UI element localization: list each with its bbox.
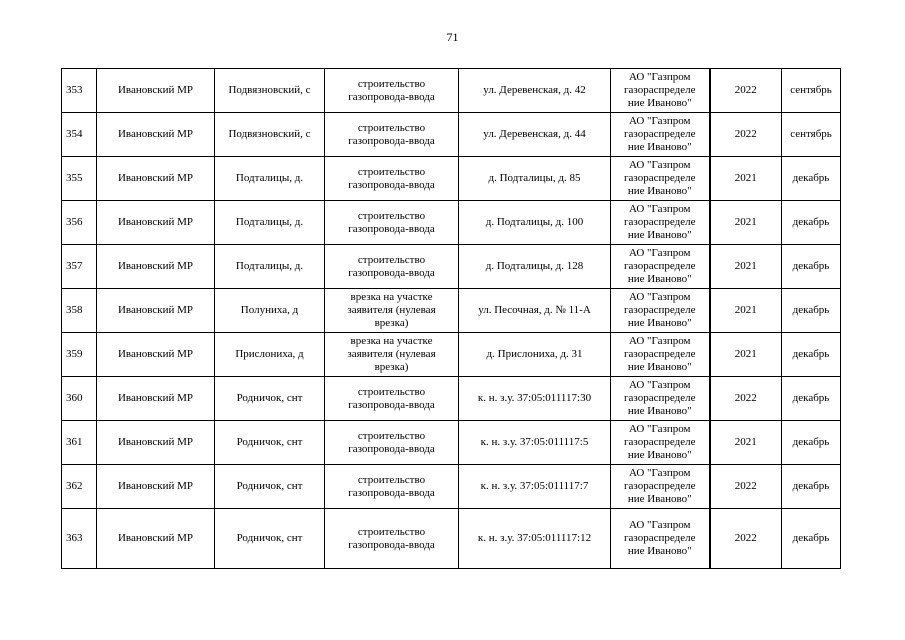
district-cell (97, 113, 215, 157)
year-cell (710, 377, 782, 421)
address-cell-text: к. н. з.у. 37:05:011117:12 (477, 532, 592, 544)
month-cell-text: декабрь (792, 436, 830, 448)
row-number-cell (62, 201, 97, 245)
month-cell-text: декабрь (792, 392, 830, 404)
locality-cell (215, 509, 325, 569)
district-cell-text: Ивановский МР (117, 84, 194, 96)
address-cell (459, 69, 611, 113)
year-cell-text: 2021 (734, 260, 757, 272)
work-type-cell (325, 465, 459, 509)
locality-cell (215, 113, 325, 157)
table-row (62, 421, 841, 465)
month-cell (782, 333, 841, 377)
month-cell-text: декабрь (792, 260, 830, 272)
work-type-cell-text: строительство газопровода-ввода (348, 121, 435, 147)
row-number-cell-text: 359 (66, 348, 83, 360)
work-type-cell-text: врезка на участке заявителя (нулевая врезка) (347, 291, 436, 329)
address-cell (459, 289, 611, 333)
district-cell-text: Ивановский МР (117, 436, 194, 448)
locality-cell (215, 289, 325, 333)
table-row (62, 377, 841, 421)
district-cell-text: Ивановский МР (117, 480, 194, 492)
district-cell-text: Ивановский МР (117, 260, 194, 272)
year-cell (710, 69, 782, 113)
locality-cell-text: Подталицы, д. (235, 172, 304, 184)
locality-cell-text: Родничок, снт (236, 436, 303, 448)
table-row (62, 113, 841, 157)
month-cell (782, 377, 841, 421)
row-number-cell-text: 361 (66, 436, 83, 448)
locality-cell-text: Прислониха, д (235, 348, 304, 360)
locality-cell-text: Родничок, снт (236, 480, 303, 492)
work-type-cell-text: строительство газопровода-ввода (348, 525, 435, 551)
month-cell-text: сентябрь (790, 128, 832, 140)
locality-cell (215, 201, 325, 245)
year-cell (710, 157, 782, 201)
address-cell-text: д. Прислониха, д. 31 (486, 348, 583, 360)
year-cell (710, 465, 782, 509)
district-cell (97, 465, 215, 509)
work-type-cell (325, 509, 459, 569)
address-cell (459, 113, 611, 157)
work-type-cell (325, 333, 459, 377)
year-cell-text: 2021 (734, 216, 757, 228)
district-cell (97, 289, 215, 333)
month-cell (782, 421, 841, 465)
work-type-cell-text: строительство газопровода-ввода (348, 165, 435, 191)
work-type-cell-text: строительство газопровода-ввода (348, 429, 435, 455)
work-type-cell (325, 377, 459, 421)
table-row (62, 465, 841, 509)
organization-cell-text: АО "Газпром газораспределе ние Иваново" (624, 335, 696, 373)
work-type-cell-text: врезка на участке заявителя (нулевая врезка) (347, 335, 436, 373)
address-cell (459, 509, 611, 569)
address-cell-text: д. Подталицы, д. 85 (488, 172, 581, 184)
district-cell-text: Ивановский МР (117, 172, 194, 184)
organization-cell-text: АО "Газпром газораспределе ние Иваново" (624, 379, 696, 417)
table-row (62, 509, 841, 569)
organization-cell (611, 69, 710, 113)
year-cell-text: 2021 (734, 172, 757, 184)
district-cell (97, 245, 215, 289)
row-number-cell (62, 289, 97, 333)
organization-cell-text: АО "Газпром газораспределе ние Иваново" (624, 203, 696, 241)
work-type-cell (325, 113, 459, 157)
month-cell-text: декабрь (792, 348, 830, 360)
month-cell-text: декабрь (792, 304, 830, 316)
row-number-cell-text: 363 (66, 532, 83, 544)
district-cell (97, 421, 215, 465)
address-cell (459, 201, 611, 245)
year-cell-text: 2021 (734, 436, 757, 448)
address-cell-text: ул. Деревенская, д. 42 (483, 84, 586, 96)
locality-cell-text: Подвязновский, с (228, 128, 311, 140)
row-number-cell-text: 357 (66, 260, 83, 272)
address-cell-text: ул. Деревенская, д. 44 (483, 128, 586, 140)
row-number-cell (62, 157, 97, 201)
locality-cell (215, 69, 325, 113)
year-cell (710, 421, 782, 465)
row-number-cell-text: 353 (66, 84, 83, 96)
organization-cell (611, 113, 710, 157)
row-number-cell (62, 113, 97, 157)
gasification-table (61, 68, 841, 569)
organization-cell (611, 157, 710, 201)
row-number-cell (62, 69, 97, 113)
address-cell (459, 245, 611, 289)
work-type-cell (325, 421, 459, 465)
district-cell-text: Ивановский МР (117, 128, 194, 140)
district-cell-text: Ивановский МР (117, 216, 194, 228)
address-cell-text: к. н. з.у. 37:05:011117:30 (477, 392, 592, 404)
organization-cell-text: АО "Газпром газораспределе ние Иваново" (624, 247, 696, 285)
year-cell-text: 2022 (734, 392, 757, 404)
month-cell-text: декабрь (792, 480, 830, 492)
organization-cell-text: АО "Газпром газораспределе ние Иваново" (624, 115, 696, 153)
work-type-cell-text: строительство газопровода-ввода (348, 209, 435, 235)
work-type-cell-text: строительство газопровода-ввода (348, 473, 435, 499)
locality-cell-text: Подталицы, д. (235, 260, 304, 272)
organization-cell-text: АО "Газпром газораспределе ние Иваново" (624, 467, 696, 505)
organization-cell (611, 377, 710, 421)
row-number-cell-text: 356 (66, 216, 83, 228)
address-cell-text: к. н. з.у. 37:05:011117:7 (480, 480, 589, 492)
address-cell (459, 465, 611, 509)
year-cell-text: 2022 (734, 84, 757, 96)
address-cell-text: д. Подталицы, д. 100 (485, 216, 584, 228)
work-type-cell (325, 245, 459, 289)
district-cell-text: Ивановский МР (117, 532, 194, 544)
month-cell (782, 245, 841, 289)
work-type-cell-text: строительство газопровода-ввода (348, 385, 435, 411)
work-type-cell (325, 157, 459, 201)
month-cell (782, 509, 841, 569)
organization-cell-text: АО "Газпром газораспределе ние Иваново" (624, 71, 696, 109)
organization-cell (611, 289, 710, 333)
district-cell-text: Ивановский МР (117, 348, 194, 360)
district-cell-text: Ивановский МР (117, 304, 194, 316)
month-cell-text: декабрь (792, 172, 830, 184)
locality-cell (215, 377, 325, 421)
month-cell-text: декабрь (792, 532, 830, 544)
address-cell (459, 377, 611, 421)
year-cell-text: 2022 (734, 128, 757, 140)
table-row (62, 245, 841, 289)
table-row (62, 69, 841, 113)
address-cell-text: к. н. з.у. 37:05:011117:5 (480, 436, 589, 448)
work-type-cell (325, 289, 459, 333)
district-cell (97, 157, 215, 201)
table-body (62, 69, 841, 569)
district-cell (97, 333, 215, 377)
row-number-cell-text: 355 (66, 172, 83, 184)
organization-cell (611, 245, 710, 289)
work-type-cell-text: строительство газопровода-ввода (348, 77, 435, 103)
page-number: 71 (446, 30, 459, 44)
organization-cell-text: АО "Газпром газораспределе ние Иваново" (624, 519, 696, 557)
row-number-cell-text: 362 (66, 480, 83, 492)
year-cell-text: 2022 (734, 480, 757, 492)
locality-cell-text: Родничок, снт (236, 532, 303, 544)
locality-cell-text: Полуниха, д (240, 304, 299, 316)
district-cell (97, 509, 215, 569)
locality-cell (215, 333, 325, 377)
table-row (62, 289, 841, 333)
table-row (62, 157, 841, 201)
row-number-cell-text: 354 (66, 128, 83, 140)
row-number-cell (62, 465, 97, 509)
locality-cell-text: Подвязновский, с (228, 84, 311, 96)
year-cell (710, 333, 782, 377)
organization-cell-text: АО "Газпром газораспределе ние Иваново" (624, 423, 696, 461)
district-cell-text: Ивановский МР (117, 392, 194, 404)
row-number-cell (62, 421, 97, 465)
locality-cell (215, 157, 325, 201)
year-cell (710, 289, 782, 333)
address-cell-text: ул. Песочная, д. № 11-А (478, 304, 591, 316)
locality-cell (215, 465, 325, 509)
row-number-cell (62, 509, 97, 569)
row-number-cell (62, 245, 97, 289)
year-cell (710, 113, 782, 157)
month-cell (782, 201, 841, 245)
work-type-cell (325, 201, 459, 245)
organization-cell (611, 421, 710, 465)
organization-cell (611, 509, 710, 569)
month-cell (782, 465, 841, 509)
organization-cell (611, 333, 710, 377)
address-cell (459, 333, 611, 377)
address-cell (459, 421, 611, 465)
table-row (62, 201, 841, 245)
address-cell (459, 157, 611, 201)
year-cell (710, 245, 782, 289)
district-cell (97, 201, 215, 245)
month-cell-text: декабрь (792, 216, 830, 228)
month-cell (782, 113, 841, 157)
locality-cell (215, 421, 325, 465)
row-number-cell (62, 333, 97, 377)
month-cell (782, 157, 841, 201)
year-cell-text: 2021 (734, 348, 757, 360)
work-type-cell (325, 69, 459, 113)
address-cell-text: д. Подталицы, д. 128 (485, 260, 584, 272)
month-cell-text: сентябрь (790, 84, 832, 96)
year-cell (710, 509, 782, 569)
table-row (62, 333, 841, 377)
month-cell (782, 69, 841, 113)
year-cell-text: 2021 (734, 304, 757, 316)
locality-cell-text: Подталицы, д. (235, 216, 304, 228)
work-type-cell-text: строительство газопровода-ввода (348, 253, 435, 279)
locality-cell-text: Родничок, снт (236, 392, 303, 404)
row-number-cell (62, 377, 97, 421)
row-number-cell-text: 358 (66, 304, 83, 316)
row-number-cell-text: 360 (66, 392, 83, 404)
year-cell (710, 201, 782, 245)
organization-cell (611, 465, 710, 509)
district-cell (97, 377, 215, 421)
year-cell-text: 2022 (734, 532, 757, 544)
organization-cell (611, 201, 710, 245)
organization-cell-text: АО "Газпром газораспределе ние Иваново" (624, 291, 696, 329)
organization-cell-text: АО "Газпром газораспределе ние Иваново" (624, 159, 696, 197)
month-cell (782, 289, 841, 333)
district-cell (97, 69, 215, 113)
locality-cell (215, 245, 325, 289)
